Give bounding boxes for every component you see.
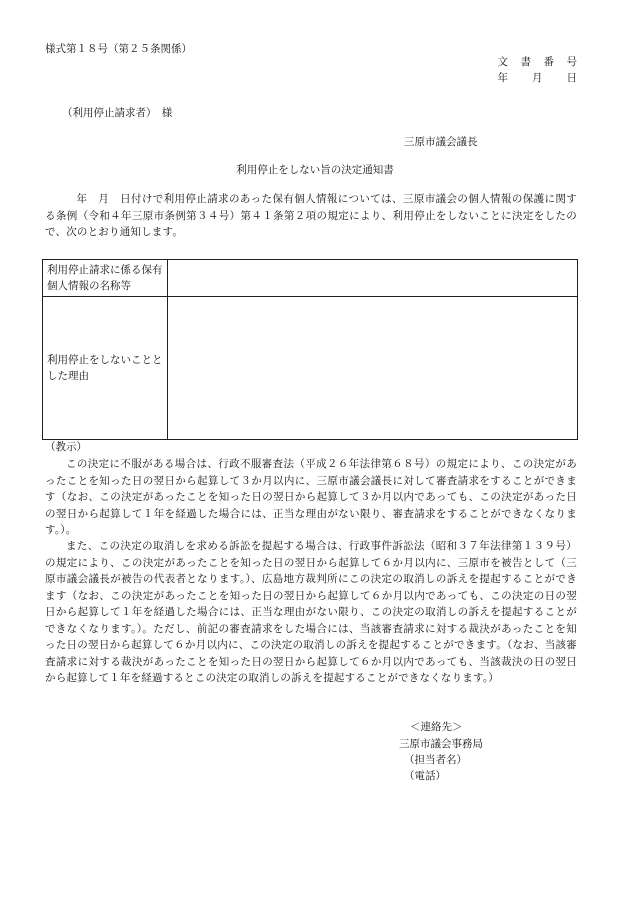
notice-paragraph-2: また、この決定の取消しを求める訴訟を提起する場合は、行政事件訴訟法（昭和３７年法律第１３９号）の規定により、この決定があったことを知った日の翌日から起算して６か月以内に、三原市を被告として（三原市議会議長が被告の代表者となります。）、広島地方裁判所にこの決定の取消しの訴えを提起することができます（なお、この決定があったことを知った日の翌日から起算して６か月以内であっても、この決定の日の翌日から起算して１年を経過した場合には、正当な理由がない限り、この決定の取消しの訴えを提起することができなくなります。）。ただし、前記の審査請求をした場合には、当該審査請求に対する裁決があったことを知った日の翌日から起算して６か月以内に、この決定の取消しの訴えを提起することができます。（なお、当該審査請求に対する裁決があったことを知った日の翌日から起算して６か月以内であっても、当該裁決の日の翌日から起算して１年を経過するとこの決定の取消しの訴えを提起することができなくなります。）: [45, 540, 577, 684]
info-table: [42, 259, 578, 440]
document-title: 利用停止をしない旨の決定通知書: [236, 164, 394, 176]
addressee: （利用停止請求者） 様: [62, 107, 173, 119]
contact-office: 三原市議会事務局: [399, 738, 483, 750]
notice-paragraph-1: この決定に不服がある場合は、行政不服審査法（平成２６年法律第６８号）の規定により、この決定があったことを知った日の翌日から起算して３か月以内に、三原市議会議長に対して審査請求をすることができます（なお、この決定があったことを知った日の翌日から起算して３か月以内であっても、この決定があった日の翌日から起算して１年を経過した場合には、正当な理由がない限り、審査請求をすることができなくなります。）。: [45, 458, 577, 536]
table-row: [43, 260, 578, 297]
contact-phone: （電話）: [404, 770, 446, 782]
info-name-label: 利用停止請求に係る保有個人情報の名称等: [43, 260, 168, 297]
date-label: 年 月 日: [497, 72, 578, 84]
intro-paragraph: 年 月 日付けで利用停止請求のあった保有個人情報については、三原市議会の個人情報の保護に関する条例（令和４年三原市条例第３４号）第４１条第２項の規定により、利用停止をしないことに決定をしたので、次のとおり通知します。: [45, 193, 577, 238]
contact-heading: ＜連絡先＞: [410, 721, 463, 733]
notice-heading: （教示）: [45, 441, 87, 453]
table-row: [43, 297, 578, 440]
contact-person: （担当者名）: [404, 754, 467, 766]
document-number-label: 文 書 番 号: [497, 56, 578, 68]
info-name-value: [168, 260, 578, 297]
form-number: 様式第１８号（第２５条関係）: [45, 43, 192, 55]
issuer: 三原市議会議長: [404, 136, 478, 148]
reason-label: 利用停止をしないこととした理由: [43, 297, 168, 440]
reason-value: [168, 297, 578, 440]
